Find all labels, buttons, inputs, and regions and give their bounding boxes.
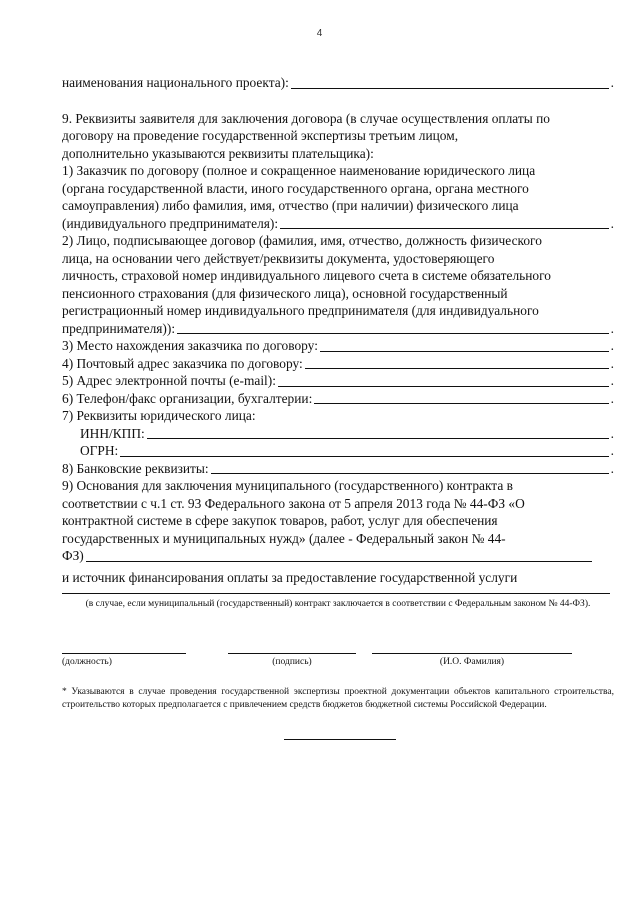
section-9-line-3: дополнительно указываются реквизиты плательщика):: [62, 145, 374, 161]
contract-basis-field[interactable]: [86, 560, 592, 562]
national-project-line: наименования национального проекта): .: [62, 75, 614, 90]
position-block: [62, 652, 186, 668]
footnote: * Указываются в случае проведения государственной экспертизы проектной документации объектов капитального строительства, строительство которых предполагается с привлечением средств бюджетов бюджетной системы Российской Федерации.: [62, 687, 614, 710]
customer-location-field[interactable]: [320, 350, 609, 352]
customer-name-field[interactable]: [280, 227, 609, 229]
position-caption: (должность): [62, 657, 112, 667]
signature-caption: (подпись): [272, 657, 312, 667]
funding-source-block: [62, 592, 614, 610]
national-project-label: наименования национального проекта):: [62, 75, 289, 90]
item-2-signatory: 2) Лицо, подписывающее договор (фамилия, имя, отчество, должность физического лица, на основании чего действует/реквизиты документа, удостоверяющего личность, страховой номер индивидуального лицевого счета в системе обязательного пенсионного страхования (для физического лица), основной государственный регистрационный номер индивидуального предпринимателя (для индивидуального предпринимателя)): .: [62, 233, 614, 336]
item-4-postal-address: 4) Почтовый адрес заказчика по договору: .: [62, 355, 614, 371]
national-project-field[interactable]: [291, 87, 609, 89]
item-3-location: 3) Место нахождения заказчика по договору: .: [62, 338, 614, 353]
phone-fax-field[interactable]: [314, 402, 608, 404]
item-5-email: 5) Адрес электронной почты (e-mail): .: [62, 373, 614, 388]
signature-block: [228, 652, 356, 668]
funding-source-label: и источник финансирования оплаты за предоставление государственной услуги: [62, 569, 518, 585]
item-9-contract-basis: 9) Основания для заключения муниципального (государственного) контракта в соответствии с ч.1 ст. 93 Федерального закона от 5 апреля 2013 года № 44-ФЗ «О контрактной системе в сфере закупок товаров, работ, услуг для обеспечения государственных и муниципальных нужд» (далее - Федеральный закон № 44- ФЗ) и источник финансирования оплаты за предоставление государственной услуги: [62, 477, 614, 586]
full-name-field[interactable]: [372, 652, 572, 654]
signatory-field[interactable]: [177, 332, 609, 334]
postal-address-field[interactable]: [305, 367, 609, 369]
signature-row: [62, 652, 614, 682]
ogrn-field[interactable]: [120, 455, 608, 457]
full-name-block: [372, 652, 572, 668]
item-1-customer: 1) Заказчик по договору (полное и сокращенное наименование юридического лица (органа государственной власти, иного государственного органа, органа местного самоуправления) либо фамилия, имя, отчество (при наличии) физического лица (индивидуального предпринимателя): .: [62, 163, 614, 231]
inn-kpp-field[interactable]: [147, 437, 609, 439]
section-9-line-2: договору на проведение государственной экспертизы третьим лицом,: [62, 128, 459, 143]
position-field[interactable]: [62, 652, 186, 654]
contract-caption: (в случае, если муниципальный (государственный) контракт заключается в соответствии с Федеральным законом № 44-ФЗ).: [85, 599, 591, 609]
item-7-legal-details: 7) Реквизиты юридического лица: ИНН/КПП: . ОГРН: .: [62, 408, 614, 458]
item-6-phone-fax: 6) Телефон/факс организации, бухгалтерии: .: [62, 390, 614, 406]
funding-source-field[interactable]: [62, 592, 610, 594]
section-9-line-1: 9. Реквизиты заявителя для заключения договора (в случае осуществления оплаты по: [62, 110, 550, 126]
end-divider: [284, 738, 396, 740]
page-number: 4: [316, 28, 323, 39]
form-content: [62, 74, 614, 586]
section-9-heading: [62, 110, 614, 163]
signature-field[interactable]: [228, 652, 356, 654]
email-field[interactable]: [278, 385, 609, 387]
full-name-caption: (И.О. Фамилия): [439, 657, 505, 667]
item-8-bank-details: 8) Банковские реквизиты: .: [62, 460, 614, 476]
bank-details-field[interactable]: [211, 472, 609, 474]
